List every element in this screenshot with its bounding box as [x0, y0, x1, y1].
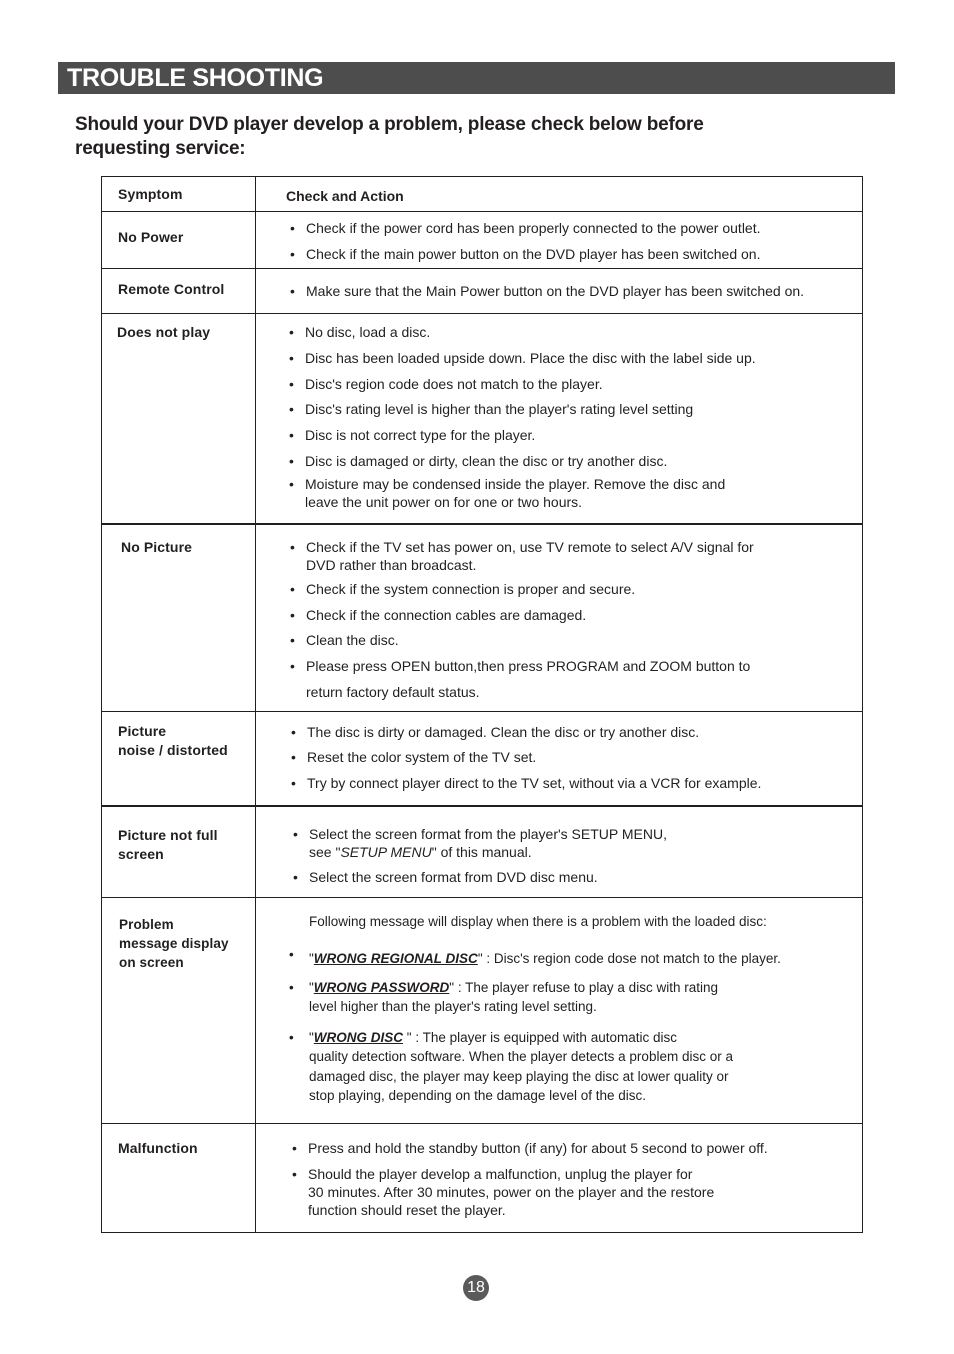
bullet-icon: • [290, 607, 295, 623]
action-item: • Clean the disc. [290, 632, 399, 648]
action-item: • Disc's rating level is higher than the player's rating level setting [289, 401, 694, 417]
action-item-continued: see "SETUP MENU" of this manual. [309, 844, 532, 860]
row-divider [102, 1123, 862, 1124]
symptom-no-picture: No Picture [121, 539, 193, 555]
row-divider [102, 805, 862, 807]
row-divider [102, 897, 862, 898]
bullet-icon: • [291, 775, 296, 791]
action-item: • The disc is dirty or damaged. Clean the disc or try another disc. [291, 724, 700, 740]
bullet-icon: • [291, 724, 296, 740]
symptom-remote-control: Remote Control [118, 281, 225, 297]
symptom-does-not-play: Does not play [117, 324, 211, 340]
row-divider [102, 313, 862, 314]
bullet-icon: • [289, 376, 294, 392]
row-divider [102, 523, 862, 525]
message-item-continued: damaged disc, the player may keep playing the disc at lower quality or [309, 1069, 729, 1084]
bullet-icon: • [290, 632, 295, 648]
bullet-icon: • [292, 1140, 297, 1156]
bullet-icon: • [293, 826, 298, 842]
message-item: • "WRONG PASSWORD" : The player refuse to play a disc with rating [289, 980, 718, 995]
header-symptom: Symptom [118, 186, 183, 202]
header-check-action: Check and Action [286, 188, 404, 204]
bullet-icon: • [289, 476, 294, 492]
message-item: • "WRONG DISC " : The player is equipped with automatic disc [289, 1030, 677, 1045]
bullet-icon: • [290, 220, 295, 236]
bullet-icon: • [290, 283, 295, 299]
action-item-continued: DVD rather than broadcast. [306, 557, 477, 573]
section-title: TROUBLE SHOOTING [67, 64, 324, 92]
row-divider [102, 211, 862, 212]
action-item-continued: 30 minutes. After 30 minutes, power on the player and the restore [308, 1184, 715, 1200]
action-item-continued: leave the unit power on for one or two hours. [305, 494, 583, 510]
action-item-continued: return factory default status. [306, 684, 480, 700]
action-item: • No disc, load a disc. [289, 324, 431, 340]
bullet-icon: • [289, 947, 294, 962]
bullet-icon: • [290, 246, 295, 262]
action-item: • Moisture may be condensed inside the player. Remove the disc and [289, 476, 726, 492]
action-item: • Check if the system connection is proper and secure. [290, 581, 636, 597]
bullet-icon: • [290, 581, 295, 597]
action-item: • Select the screen format from DVD disc menu. [293, 869, 598, 885]
action-item: • Check if the TV set has power on, use TV remote to select A/V signal for [290, 539, 754, 555]
intro-text: Should your DVD player develop a problem, please check below before requesting service: [75, 114, 704, 159]
bullet-icon: • [289, 350, 294, 366]
symptom-picture-noise: Picture noise / distorted [118, 723, 228, 758]
bullet-icon: • [289, 980, 294, 995]
action-item: • Disc is damaged or dirty, clean the disc or try another disc. [289, 453, 668, 469]
bullet-icon: • [290, 539, 295, 555]
column-divider [255, 177, 256, 1232]
problem-message-intro: Following message will display when there is a problem with the loaded disc: [309, 914, 767, 929]
bullet-icon: • [289, 453, 294, 469]
message-item-continued: quality detection software. When the player detects a problem disc or a [309, 1049, 733, 1064]
bullet-icon: • [289, 1030, 294, 1045]
action-item: • Disc has been loaded upside down. Place the disc with the label side up. [289, 350, 756, 366]
bullet-icon: • [289, 324, 294, 340]
troubleshooting-table [101, 176, 863, 1233]
message-item-continued: level higher than the player's rating level setting. [309, 999, 597, 1014]
action-item: • Press and hold the standby button (if any) for about 5 second to power off. [292, 1140, 768, 1156]
row-divider [102, 711, 862, 712]
message-item-continued: stop playing, depending on the damage level of the disc. [309, 1088, 646, 1103]
message-item: • "WRONG REGIONAL DISC" : Disc's region code dose not match to the player. [289, 947, 781, 966]
bullet-icon: • [293, 869, 298, 885]
page-number: 18 [463, 1275, 489, 1301]
bullet-icon: • [289, 401, 294, 417]
action-item: • Check if the main power button on the DVD player has been switched on. [290, 246, 761, 262]
action-item: • Please press OPEN button,then press PROGRAM and ZOOM button to [290, 658, 751, 674]
action-item: • Should the player develop a malfunction, unplug the player for [292, 1166, 693, 1182]
action-item: • Check if the power cord has been properly connected to the power outlet. [290, 220, 761, 236]
section-title-bar [58, 62, 895, 94]
action-item: • Select the screen format from the player's SETUP MENU, [293, 826, 667, 842]
action-item: • Disc is not correct type for the player. [289, 427, 536, 443]
action-item: • Reset the color system of the TV set. [291, 749, 537, 765]
row-divider [102, 268, 862, 269]
action-item-continued: function should reset the player. [308, 1202, 506, 1218]
bullet-icon: • [291, 749, 296, 765]
action-item: • Check if the connection cables are damaged. [290, 607, 587, 623]
symptom-malfunction: Malfunction [118, 1140, 198, 1156]
symptom-picture-not-full-screen: Picture not full screen [118, 827, 218, 862]
action-item: • Disc's region code does not match to the player. [289, 376, 603, 392]
bullet-icon: • [290, 658, 295, 674]
action-item: • Make sure that the Main Power button on the DVD player has been switched on. [290, 283, 805, 299]
action-item: • Try by connect player direct to the TV set, without via a VCR for example. [291, 775, 762, 791]
symptom-problem-message: Problem message display on screen [119, 917, 229, 970]
symptom-no-power: No Power [118, 229, 184, 245]
bullet-icon: • [289, 427, 294, 443]
bullet-icon: • [292, 1166, 297, 1182]
